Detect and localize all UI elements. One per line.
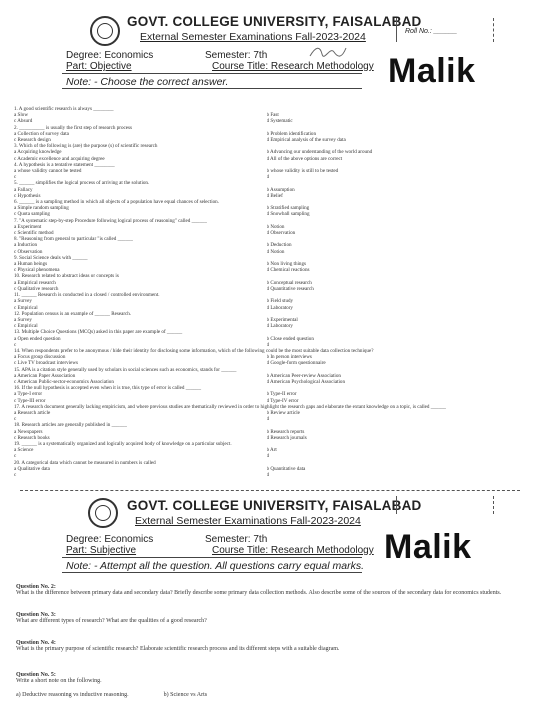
mcq-option: a Empirical research: [14, 279, 56, 286]
mcq-question: 20. A categorical data which cannot be measured in numbers is called: [14, 459, 156, 466]
mcq-item: [14, 385, 519, 404]
mcq-item: [14, 292, 519, 311]
mcq-option: d Research journals: [266, 434, 307, 441]
mcq-options: [14, 131, 519, 143]
mcq-question: 4. A hypothesis is a tentative statement ________: [14, 161, 115, 168]
mcq-option: a Survey: [14, 298, 32, 305]
mcq-options: [14, 112, 519, 124]
mcq-item: [14, 143, 519, 162]
semester-label: Semester: 7th: [205, 50, 268, 61]
degree-label: Degree: Economics: [66, 50, 154, 61]
mcq-option: c: [14, 174, 17, 181]
mcq-item: [14, 199, 519, 218]
mcq-item: [14, 367, 519, 386]
mcq-option: a whose validity cannot be tested: [14, 168, 82, 175]
mcq-item: [14, 255, 519, 274]
question-3: Question No. 3: What are different types of research? What are the qualities of a good research?: [16, 612, 207, 624]
roll-number-label: Roll No.: ______: [405, 28, 458, 35]
mcq-question: 10. Research related to abstract ideas or concepts is: [14, 273, 119, 280]
mcq-option: d Google-form questionnaire: [266, 360, 326, 367]
mcq-option: c Physical phenomena: [14, 267, 60, 274]
mcq-item: [14, 311, 519, 330]
mcq-option: b Advancing our understanding of the world around: [266, 149, 373, 156]
mcq-option: b Close ended question: [266, 335, 314, 342]
mcq-options: [14, 317, 519, 329]
university-logo-icon: [88, 498, 118, 528]
mcq-question: 1. A good scientific research is always ________: [14, 106, 114, 112]
mcq-option: a Focus group discussion: [14, 354, 66, 361]
mcq-option: d Chemical reactions: [266, 267, 310, 274]
mcq-option: a Collection of survey data: [14, 130, 69, 137]
mcq-item: [14, 236, 519, 255]
mcq-option: c: [14, 341, 17, 348]
subjective-paper: [0, 488, 540, 727]
university-logo-icon: [90, 16, 120, 46]
mcq-question: 19. ______ is a systematically organized and logically acquired body of knowledge on a particular subject.: [14, 440, 232, 447]
mcq-options: [14, 354, 519, 366]
mcq-option: a American Paper Association: [14, 372, 76, 379]
mcq-option: a Experiment: [14, 223, 42, 230]
mcq-options: [14, 373, 519, 385]
brand-watermark: Malik: [388, 52, 476, 90]
mcq-option: b whose validity is still to be tested: [266, 168, 339, 175]
mcq-options: [14, 224, 519, 236]
mcq-options: [14, 410, 519, 422]
mcq-item: [14, 125, 519, 144]
mcq-option: a Newspapers: [14, 428, 43, 435]
mcq-question: 5. ______ simplifies the logical process of arriving at the solution.: [14, 180, 150, 187]
mcq-option: d All of the above options are correct: [266, 155, 343, 162]
course-title: Course Title: Research Methodology: [212, 545, 374, 556]
instruction-note: Note: - Choose the correct answer.: [66, 76, 229, 88]
mcq-option: b Art: [266, 447, 277, 454]
mcq-option: c: [14, 453, 17, 460]
exam-title: External Semester Examinations Fall-2023-2024: [135, 515, 361, 527]
mcq-option: c Qualitative research: [14, 285, 59, 292]
degree-label: Degree: Economics: [66, 534, 154, 545]
question-5-part-a: a) Deductive reasoning vs inductive reasoning.: [16, 691, 129, 698]
mcq-option: a Human beings: [14, 261, 48, 268]
mcq-option: b Assumption: [266, 186, 295, 193]
roll-number-box[interactable]: [396, 496, 494, 514]
mcq-options: [14, 298, 519, 310]
mcq-option: d Belief: [266, 192, 283, 199]
mcq-question: 13. Multiple Choice Questions (MCQs) asked in this paper are example of ______: [14, 329, 183, 336]
mcq-question: 11. ______ Research is conducted in a closed / controlled environment.: [14, 292, 160, 299]
mcq-options: [14, 391, 519, 403]
mcq-option: d Laboratory: [266, 323, 293, 330]
mcq-option: c Research books: [14, 434, 50, 441]
mcq-option: c Academic excellence and acquiring degree: [14, 155, 105, 162]
instruction-note: Note: - Attempt all the question. All questions carry equal marks.: [66, 560, 365, 572]
mcq-option: b Stratified sampling: [266, 205, 310, 212]
mcq-option: c: [14, 416, 17, 423]
mcq-option: c Empirical: [14, 323, 38, 330]
mcq-option: d Empirical analysis of the survey data: [266, 137, 346, 144]
mcq-question: 14. When respondents prefer to be anonymous / hide their identity for disclosing some information, which of the following could be the most suitable data collection technique?: [14, 347, 374, 354]
mcq-question: 9. Social Science deals with ______: [14, 254, 88, 261]
mcq-list: [14, 106, 519, 478]
mcq-option: d: [266, 416, 270, 423]
mcq-option: b Problem identification: [266, 130, 317, 137]
mcq-question: 8. "Reasoning from general to particular "is called ______: [14, 236, 133, 243]
brand-watermark: Malik: [384, 528, 472, 566]
mcq-option: a Type-I error: [14, 391, 43, 398]
divider-rule: [62, 73, 362, 74]
mcq-option: c Observation: [14, 248, 43, 255]
mcq-options: [14, 242, 519, 254]
mcq-option: d Snowball sampling: [266, 211, 310, 218]
mcq-item: [14, 348, 519, 367]
mcq-option: c American Public-sector-economics Association: [14, 378, 114, 385]
mcq-option: d Observation: [266, 230, 296, 237]
mcq-item: [14, 441, 519, 460]
mcq-option: d American Psychological Association: [266, 378, 346, 385]
mcq-option: a Induction: [14, 242, 38, 249]
mcq-options: [14, 149, 519, 161]
mcq-option: b Research reports: [266, 428, 305, 435]
mcq-option: d: [266, 174, 270, 181]
mcq-question: 2. __________ is usually the first step of research process: [14, 124, 132, 131]
mcq-question: 17. A research document generally lacking empiricism, and where previous studies are thematically reviewed in order to highlight the research gaps and elaborate the extant knowledge on a topic, is called ______: [14, 403, 446, 410]
roll-number-box[interactable]: [396, 18, 494, 42]
mcq-option: c Live TV broadcast interviews: [14, 360, 79, 367]
mcq-item: [14, 218, 519, 237]
mcq-option: c Quota sampling: [14, 211, 50, 218]
mcq-option: b Quantitative data: [266, 465, 306, 472]
mcq-option: a Simple random sampling: [14, 205, 69, 212]
mcq-option: b Type-II error: [266, 391, 297, 398]
mcq-option: b Notion: [266, 223, 285, 230]
part-label: Part: Objective: [66, 61, 132, 72]
mcq-item: [14, 404, 519, 423]
mcq-item: [14, 422, 519, 441]
mcq-item: [14, 180, 519, 199]
mcq-question: 18. Research articles are generally published in ______: [14, 422, 127, 429]
handwritten-signature: [308, 44, 348, 62]
mcq-question: 6. ______ is a sampling method in which all objects of a population have equal chances of selection.: [14, 199, 219, 206]
mcq-option: b Conceptual research: [266, 279, 312, 286]
university-name: GOVT. COLLEGE UNIVERSITY, FAISALABAD: [127, 14, 422, 29]
mcq-option: b Review article: [266, 409, 300, 416]
mcq-option: a Science: [14, 447, 34, 454]
mcq-item: [14, 106, 519, 125]
mcq-option: b Deduction: [266, 242, 292, 249]
mcq-options: [14, 336, 519, 348]
mcq-option: d Type-IV error: [266, 397, 299, 404]
mcq-option: a Slow: [14, 112, 29, 119]
mcq-option: d: [266, 453, 270, 460]
part-label: Part: Subjective: [66, 545, 137, 556]
tear-line: [20, 490, 520, 491]
mcq-option: a Research article: [14, 409, 51, 416]
mcq-option: c Empirical: [14, 304, 38, 311]
divider-rule: [62, 557, 362, 558]
mcq-options: [14, 187, 519, 199]
mcq-options: [14, 280, 519, 292]
mcq-question: 12. Population census is an example of ______ Research.: [14, 310, 132, 317]
mcq-item: [14, 460, 519, 479]
mcq-options: [14, 429, 519, 441]
mcq-item: [14, 162, 519, 181]
mcq-option: a Qualitative data: [14, 465, 50, 472]
divider-rule: [62, 572, 362, 573]
mcq-options: [14, 168, 519, 180]
mcq-options: [14, 466, 519, 478]
mcq-option: a Open ended question: [14, 335, 61, 342]
mcq-option: d: [266, 471, 270, 478]
mcq-options: [14, 447, 519, 459]
mcq-option: a Acquiring knowledge: [14, 149, 62, 156]
mcq-question: 3. Which of the following is (are) the purpose (s) of scientific research: [14, 143, 158, 150]
exam-title: External Semester Examinations Fall-2023-2024: [140, 31, 366, 43]
mcq-options: [14, 205, 519, 217]
question-5-part-b: b) Science vs Arts: [163, 691, 208, 698]
mcq-option: d Quantitative research: [266, 285, 314, 292]
course-title: Course Title: Research Methodology: [212, 61, 374, 72]
mcq-option: c Hypothesis: [14, 192, 41, 199]
question-4: Question No. 4: What is the primary purpose of scientific research? Elaborate scientific research process and its different steps with a suitable diagram.: [16, 640, 340, 652]
mcq-option: a Fallacy: [14, 186, 33, 193]
divider-rule: [62, 88, 362, 89]
mcq-option: d Notion: [266, 248, 285, 255]
mcq-option: b American Peer-review Association: [266, 372, 341, 379]
question-5: Question No. 5: Write a short note on the following. a) Deductive reasoning vs inductive reasoning. b) Science vs Arts: [16, 672, 208, 698]
university-name: GOVT. COLLEGE UNIVERSITY, FAISALABAD: [127, 498, 422, 513]
mcq-options: [14, 261, 519, 273]
mcq-question: 7. "A systematic step-by-step Procedure following logical process of reasoning" called ______: [14, 217, 207, 224]
mcq-option: c Research design: [14, 137, 51, 144]
mcq-option: b Field study: [266, 298, 294, 305]
mcq-option: b Non living things: [266, 261, 306, 268]
mcq-item: [14, 273, 519, 292]
mcq-option: d Laboratory: [266, 304, 293, 311]
question-2: Question No. 2: What is the difference between primary data and secondary data? Briefly describe some primary data collection methods. Also describe some of the sources of the secondary data for economics students.: [16, 584, 502, 596]
mcq-option: d: [266, 341, 270, 348]
mcq-option: c Absurd: [14, 118, 33, 125]
mcq-option: c Type-III error: [14, 397, 46, 404]
mcq-option: b Experimental: [266, 316, 298, 323]
semester-label: Semester: 7th: [205, 534, 268, 545]
mcq-option: b In person interviews: [266, 354, 312, 361]
mcq-option: b Fast: [266, 112, 279, 119]
mcq-option: c: [14, 471, 17, 478]
mcq-question: 16. If the null hypothesis is accepted even when it is true, this type of error is called ______: [14, 385, 202, 392]
mcq-question: 15. APA is a citation style generally used by scholars in social sciences such as economics, stands for ______: [14, 366, 237, 373]
mcq-option: d Systematic: [266, 118, 293, 125]
mcq-option: a Survey: [14, 316, 32, 323]
mcq-option: c Scientific method: [14, 230, 54, 237]
mcq-item: [14, 329, 519, 348]
